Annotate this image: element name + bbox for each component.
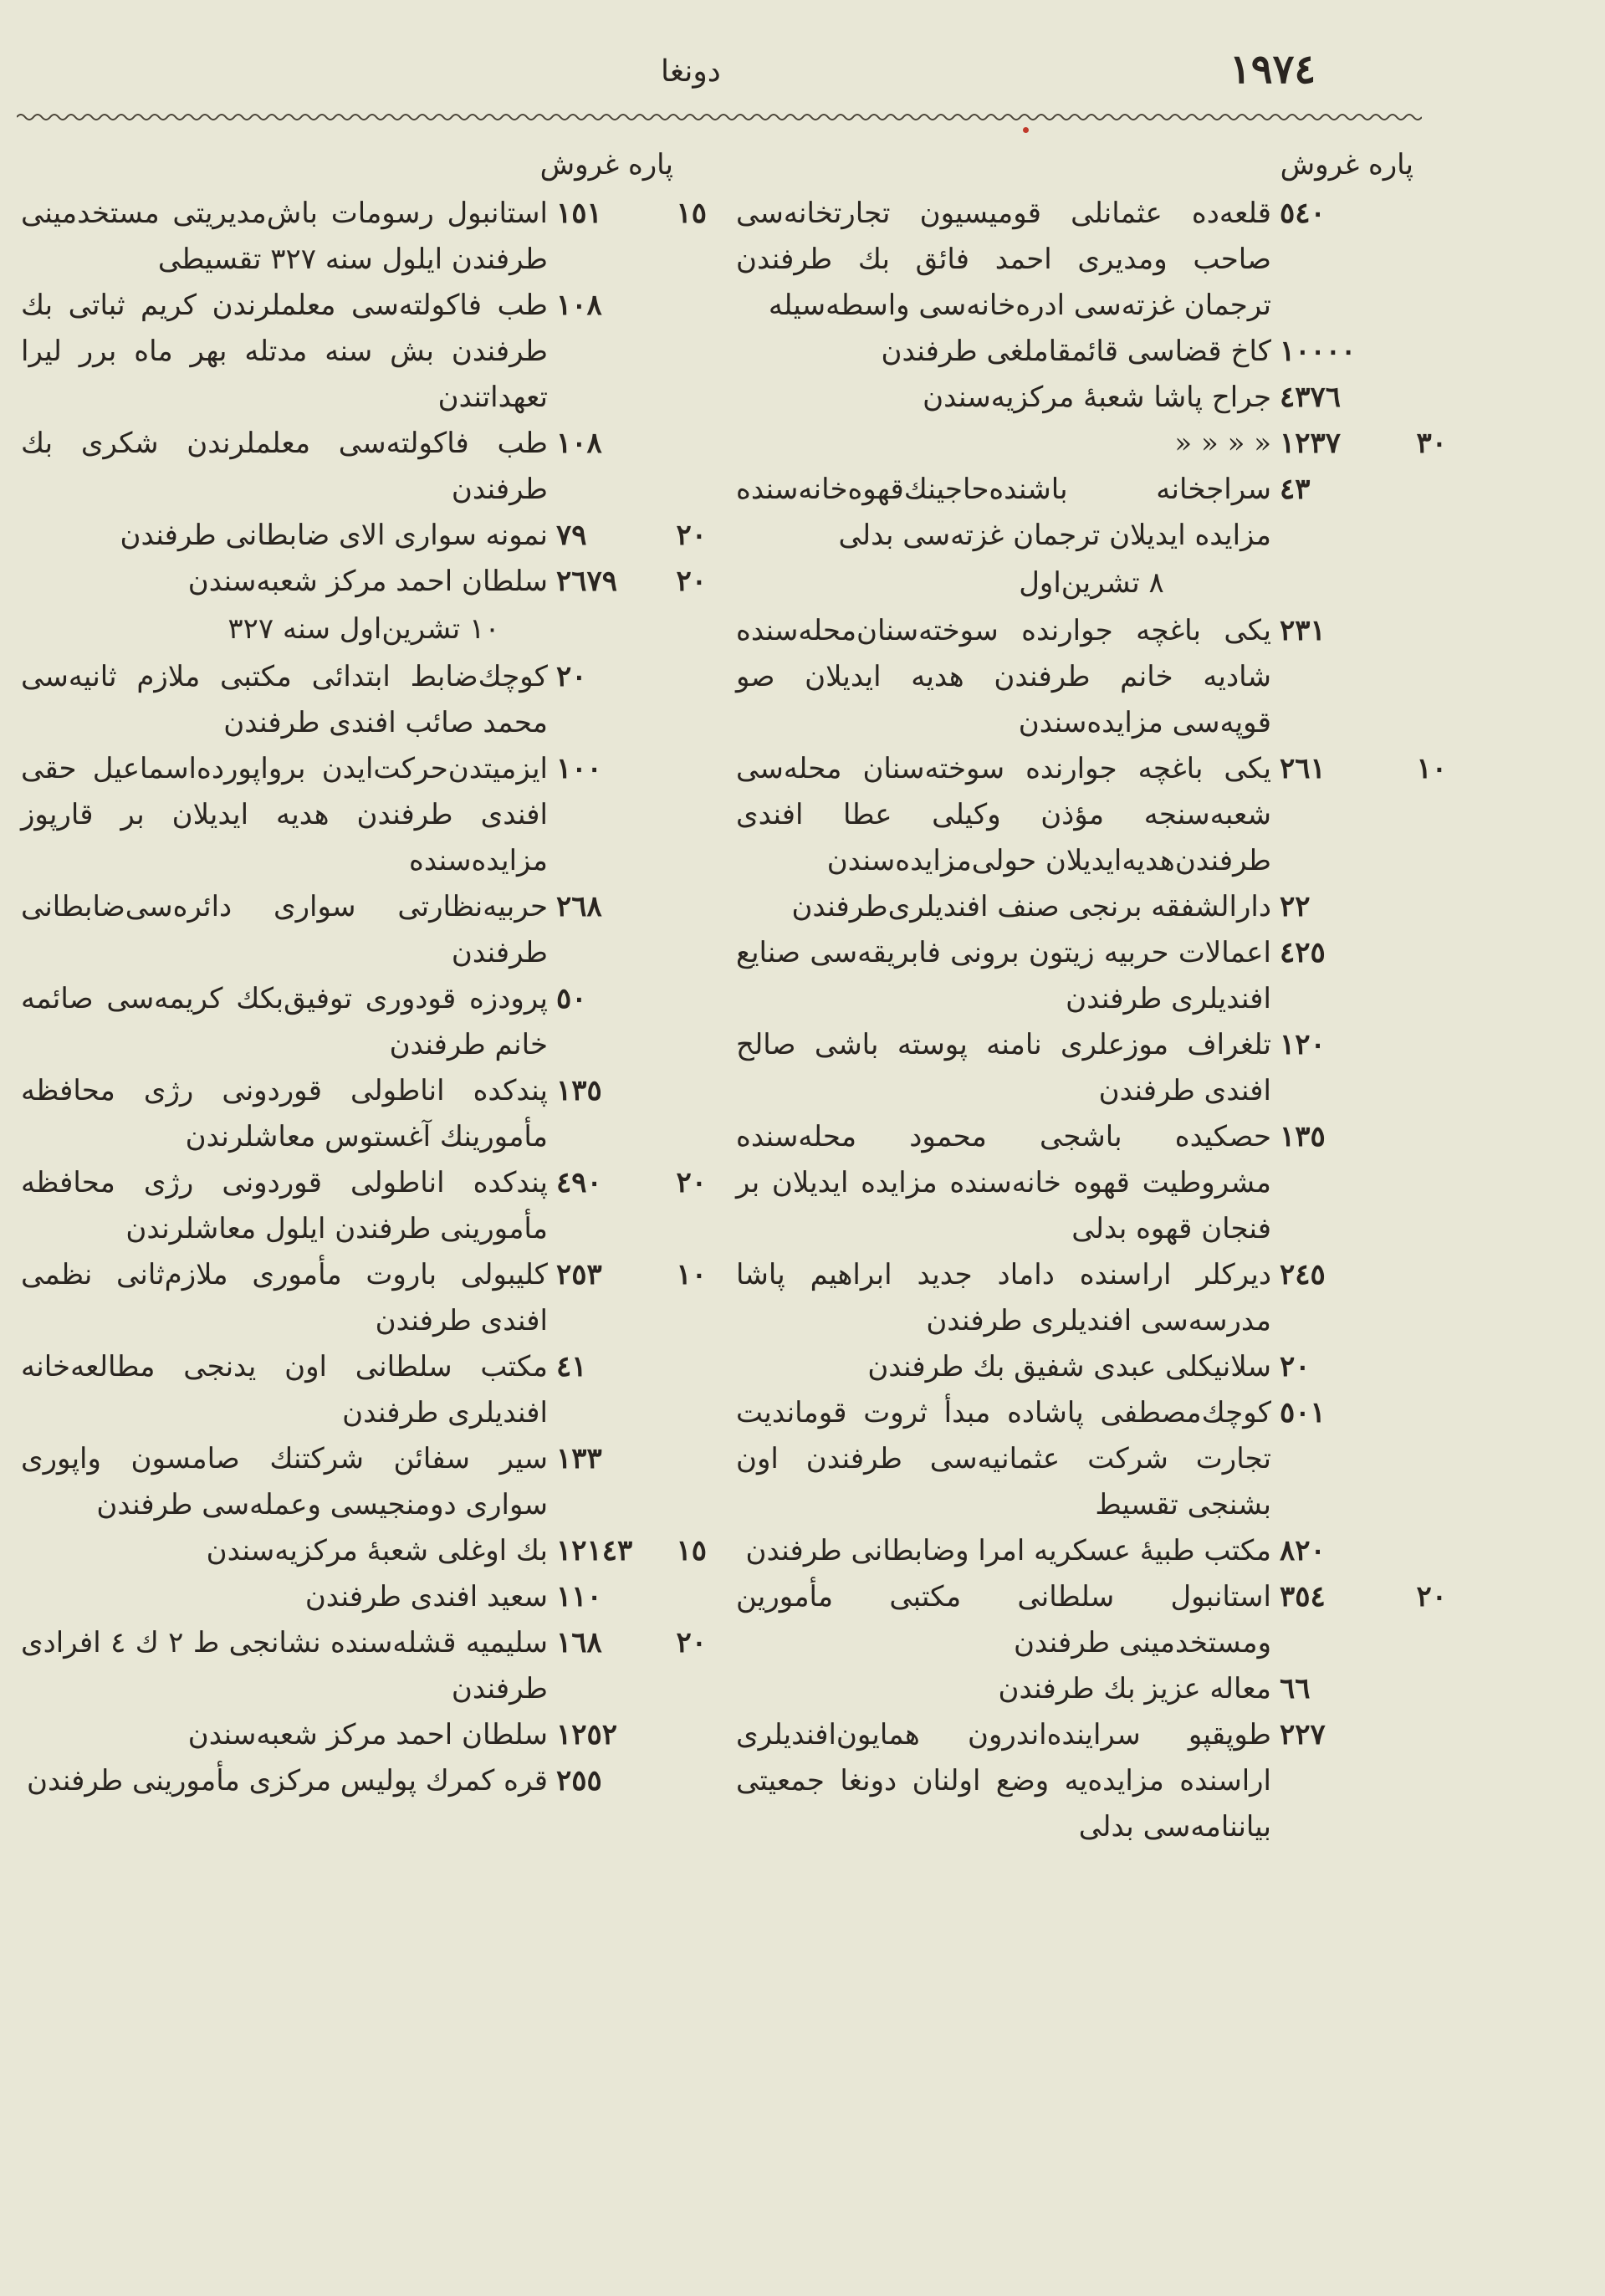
amount: [556, 1160, 707, 1206]
entry-description: ایزمیتدن‌حرکت‌ایدن برواپورده‌اسماعیل حقی افندی طرفندن هدیه ایدیلان بر قارپوز مزایده‌سنده: [21, 752, 548, 877]
amount-para: [678, 746, 707, 792]
amount-para: [678, 283, 707, 329]
amount-ghurush: ٥٠: [556, 982, 587, 1015]
donation-entry: [736, 608, 1447, 746]
donation-entry: [21, 1528, 707, 1574]
amount-para: [1418, 1390, 1447, 1436]
amount: [556, 746, 707, 792]
amount-para: ٢٠: [676, 519, 707, 552]
entry-description: دیرکلر اراسنده داماد جدید ابراهیم پاشا مدرسه‌سی افندیلری طرفندن: [736, 1258, 1271, 1337]
amount-para: ١٠: [676, 1258, 707, 1291]
amount: [556, 1758, 707, 1804]
amount-ghurush: ٤٣٧٦: [1280, 381, 1342, 414]
donation-entry: [21, 283, 707, 421]
amount: [556, 1252, 707, 1298]
amount-para: ٢٠: [676, 1166, 707, 1199]
amount: [1280, 930, 1447, 976]
amount-ghurush: ٢٥٥: [556, 1764, 602, 1797]
amount: [1280, 1344, 1447, 1390]
amount: [556, 421, 707, 467]
donation-entry: [736, 1712, 1447, 1850]
amount-ghurush: ٤١: [556, 1350, 587, 1383]
donation-entry: [21, 746, 707, 884]
amount-para: [1418, 1114, 1447, 1160]
amount-para: [678, 421, 707, 467]
amount: [1280, 467, 1447, 513]
amount-ghurush: ١١٠: [556, 1580, 602, 1613]
amount: [1280, 329, 1447, 375]
amount: [1280, 421, 1447, 467]
page-header: [0, 46, 1605, 105]
donation-entry: [21, 421, 707, 513]
left-column: [21, 142, 707, 1804]
entry-description: دارالشفقه برنجی صنف افندیلری‌طرفندن: [791, 890, 1271, 923]
entry-description: طب فاکولته‌سی معلملرندن کریم ثباتی بك طرفندن بش سنه مدتله بهر ماه برر لیرا تعهداتندن: [21, 289, 548, 414]
amount: [1280, 1712, 1447, 1758]
entry-description: استانبول سلطانی مکتبی مأمورین ومستخدمینی طرفندن: [736, 1580, 1271, 1659]
entry-description: سلطان احمد مرکز شعبه‌سندن: [187, 565, 548, 598]
amount: [1280, 1114, 1447, 1160]
donation-entry: [736, 421, 1447, 467]
donation-entry: [21, 1436, 707, 1528]
entry-description: سیر سفائن شرکتنك صامسون واپوری سواری دومنجیسی وعمله‌سی طرفندن: [21, 1442, 548, 1521]
amount-ghurush: ١٣٥: [556, 1074, 602, 1107]
amount: [1280, 1252, 1447, 1298]
amount: [556, 976, 707, 1022]
entry-description: پندکده اناطولی قوردونی رژی محافظه مأمورینك آغستوس معاشلرندن: [21, 1074, 548, 1153]
amount: [556, 884, 707, 930]
donation-entry: [21, 1252, 707, 1344]
donation-entry: [736, 930, 1447, 1022]
amount-ghurush: ٥٤٠: [1280, 197, 1326, 230]
donation-entry: [21, 559, 707, 605]
amount-ghurush: ١٢٠: [1280, 1028, 1326, 1061]
amount-para: [1418, 930, 1447, 976]
amount-para: [1418, 1344, 1447, 1390]
amount-ghurush: ٢٥٣: [556, 1258, 602, 1291]
entry-description: نمونه سواری الای ضابطانی طرفندن: [120, 519, 548, 552]
amount-ghurush: ١٠٠٠٠: [1280, 335, 1357, 368]
donation-entry: [736, 1574, 1447, 1666]
amount-ghurush: ٢٠: [556, 660, 587, 693]
amount-para: [1418, 1528, 1447, 1574]
amount-para: [1418, 1712, 1447, 1758]
amount-ghurush: ٢٦٧٩: [556, 565, 618, 598]
entry-description: کلیبولی باروت مأموری ملازم‌ثانی نظمی افندی طرفندن: [21, 1258, 548, 1337]
amount: [1280, 1574, 1447, 1620]
amount-ghurush: ١٠٠: [556, 752, 602, 785]
amount-para: ١٠: [1416, 752, 1447, 785]
amount-ghurush: ١٥١: [556, 197, 602, 230]
amount: [1280, 191, 1447, 237]
amount: [556, 654, 707, 700]
amount: [1280, 1666, 1447, 1712]
amount-ghurush: ٢٢٧: [1280, 1718, 1326, 1751]
amount: [1280, 608, 1447, 654]
entry-description: طوپقپو سراینده‌اندرون همایون‌افندیلری اراسنده مزایده‌یه وضع اولنان دونغا جمعیتی بیاننامه‌سی بدلی: [736, 1718, 1271, 1843]
amount: [556, 191, 707, 237]
amount-para: ٢٠: [1416, 1580, 1447, 1613]
donation-entry: [21, 1160, 707, 1252]
amount-ghurush: ١٢٣٧: [1280, 427, 1342, 460]
entry-description: اعمالات حربیه زیتون برونی فابریقه‌سی صنایع افندیلری طرفندن: [736, 936, 1271, 1015]
amount-ghurush: ٢٦٨: [556, 890, 602, 923]
amount-ghurush: ٨٢٠: [1280, 1534, 1326, 1567]
amount-para: [678, 1712, 707, 1758]
page-number: ١٩٧٤: [1229, 46, 1316, 93]
donation-entry: [21, 1758, 707, 1804]
entry-description: یکی باغچه جوارنده سوخته‌سنان محله‌سی شعبه‌سنجه مؤذن وکیلی عطا افندی طرفندن‌هدیه‌ایدیلان حولی‌مزایده‌سندن: [736, 752, 1271, 877]
entry-description: پندکده اناطولی قوردونی رژی محافظه مأمورینی طرفندن ایلول معاشلرندن: [21, 1166, 548, 1245]
entry-description: سلانیکلی عبدی شفیق بك طرفندن: [867, 1350, 1271, 1383]
entry-description: سعید افندی طرفندن: [304, 1580, 548, 1613]
entry-description: پرودزه قودوری توفیق‌بکك کریمه‌سی صائمه خانم طرفندن: [21, 982, 548, 1061]
entry-description: طب فاکولته‌سی معلملرندن شکری بك طرفندن: [21, 427, 548, 506]
amount-para: [1418, 467, 1447, 513]
amount-ghurush: ١٢٥٢: [556, 1718, 618, 1751]
donation-entry: [736, 1528, 1447, 1574]
donation-entry: [21, 976, 707, 1068]
amount-para: [1418, 329, 1447, 375]
amount-para: [1418, 191, 1447, 237]
amount-para: [678, 1574, 707, 1620]
entry-description: سراجخانه باشنده‌حاجینك‌قهوه‌خانه‌سنده مزایده ایدیلان ترجمان غزته‌سی بدلی: [736, 473, 1271, 552]
amount-para: [678, 654, 707, 700]
donation-entry: [736, 1390, 1447, 1528]
running-title: دونغا: [661, 54, 721, 89]
entry-description: قلعه‌ده عثمانلی قومیسیون تجارتخانه‌سی صاحب ومدیری احمد فائق بك طرفندن ترجمان غزته‌سی ادره‌خانه‌سی واسطه‌سیله: [736, 197, 1271, 322]
amount-para: [1418, 1022, 1447, 1068]
donation-entry: [736, 191, 1447, 329]
amount-ghurush: ٤٢٥: [1280, 936, 1326, 969]
amount-para: [678, 1436, 707, 1482]
entry-description: استانبول رسومات باش‌مدیریتی مستخدمینی طرفندن ایلول سنه ٣٢٧ تقسیطی: [21, 197, 548, 276]
entry-description: کوچك‌مصطفی پاشاده مبدأ ثروت قوما‌ندیت تجارت شرکت عثمانیه‌سی طرفندن اون بشنجی تقسیط: [736, 1396, 1271, 1521]
donation-entry: [21, 191, 707, 283]
amount-ghurush: ١٠٨: [556, 427, 602, 460]
column-heading: پاره غروش: [539, 148, 673, 182]
donation-entry: [21, 513, 707, 559]
amount: [556, 559, 707, 605]
donation-entry: [736, 467, 1447, 559]
amount-ghurush: ٢٢: [1280, 890, 1311, 923]
donation-entry: [21, 1344, 707, 1436]
right-column: [736, 142, 1447, 1850]
amount-para: [1418, 1252, 1447, 1298]
donation-entry: [21, 1712, 707, 1758]
donation-entry: [736, 746, 1447, 884]
amount-para: ٢٠: [676, 1626, 707, 1659]
amount-ghurush: ١٣٣: [556, 1442, 602, 1475]
entry-description: کاخ قضاسی قائمقاملغی طرفندن: [881, 335, 1271, 368]
amount-para: [678, 1758, 707, 1804]
entry-description: بك اوغلی شعبهٔ مرکزیه‌سندن: [206, 1534, 548, 1567]
amount: [1280, 375, 1447, 421]
donation-entry: [21, 1574, 707, 1620]
entry-description: حربیه‌نظارتی سواری دائره‌سی‌ضابطانی طرفندن: [21, 890, 548, 969]
amount: [1280, 746, 1447, 792]
entry-description: یکی باغچه جوارنده سوخته‌سنان‌محله‌سنده شادیه خانم طرفندن هدیه ایدیلان صو قوپه‌سی مزایده‌سندن: [736, 614, 1271, 739]
amount: [1280, 1022, 1447, 1068]
amount-ghurush: ١٣٥: [1280, 1120, 1326, 1153]
amount-ghurush: ٤٣: [1280, 473, 1311, 506]
amount: [556, 1620, 707, 1666]
amount-ghurush: ٦٦: [1280, 1672, 1311, 1705]
amount-ghurush: ٤٩٠: [556, 1166, 602, 1199]
amount-ghurush: ٥٠١: [1280, 1396, 1326, 1429]
donation-entry: [736, 1252, 1447, 1344]
amount: [556, 1068, 707, 1114]
amount: [1280, 1528, 1447, 1574]
amount-ghurush: ٢٣١: [1280, 614, 1326, 647]
amount-ghurush: ٢٠: [1280, 1350, 1311, 1383]
donation-entry: [21, 654, 707, 746]
amount: [556, 1436, 707, 1482]
amount: [556, 1344, 707, 1390]
donation-entry: [21, 1068, 707, 1160]
entry-description: سلیمیه قشله‌سنده نشانجی ط ٢ ك ٤ افرادی طرفندن: [21, 1626, 548, 1705]
donation-entry: [736, 1022, 1447, 1114]
donation-entry: [736, 375, 1447, 421]
entry-description: معاله عزیز بك طرفندن: [998, 1672, 1271, 1705]
amount-para: [1418, 375, 1447, 421]
amount-para: [678, 884, 707, 930]
amount-ghurush: ١٢١٤٣: [556, 1534, 633, 1567]
amount-para: [678, 1068, 707, 1114]
entry-description: جراح پاشا شعبهٔ مرکزیه‌سندن: [923, 381, 1271, 414]
donation-entry: [736, 1666, 1447, 1712]
entry-description: مکتب سلطانی اون یدنجی مطالعه‌خانه افندیلری طرفندن: [21, 1350, 548, 1429]
amount-para: ١٥: [676, 1534, 707, 1567]
donation-entry: [21, 884, 707, 976]
amount-para: [1418, 1666, 1447, 1712]
amount: [556, 1528, 707, 1574]
amount-para: ١٥: [676, 197, 707, 230]
entry-description: قره کمرك پولیس مرکزی مأمورینی طرفندن: [27, 1764, 548, 1797]
amount-ghurush: ٣٥٤: [1280, 1580, 1326, 1613]
amount-para: [1418, 608, 1447, 654]
amount-para: [1418, 884, 1447, 930]
header-rule: [17, 109, 1422, 125]
amount: [1280, 1390, 1447, 1436]
amount: [556, 513, 707, 559]
column-heading: پاره غروش: [1280, 148, 1413, 182]
date-note: ٨ تشرین‌اول: [1019, 566, 1164, 600]
amount: [1280, 884, 1447, 930]
entry-description: مکتب طبیهٔ عسکریه امرا وضابطانی طرفندن: [745, 1534, 1271, 1567]
amount-ghurush: ٢٦١: [1280, 752, 1326, 785]
amount-para: [678, 1344, 707, 1390]
amount: [556, 1712, 707, 1758]
amount-para: ٢٠: [676, 565, 707, 598]
donation-entry: [736, 1344, 1447, 1390]
donation-entry: [736, 1114, 1447, 1252]
amount-ghurush: ٧٩: [556, 519, 587, 552]
amount-ghurush: ١٦٨: [556, 1626, 602, 1659]
donation-entry: [736, 884, 1447, 930]
amount-ghurush: ٢٤٥: [1280, 1258, 1326, 1291]
date-note: ١٠ تشرین‌اول سنه ٣٢٧: [227, 612, 500, 646]
amount-para: [678, 976, 707, 1022]
donation-entry: [736, 329, 1447, 375]
entry-description: کوچك‌ضابط ابتدائی مکتبی ملازم ثانیه‌سی محمد صائب افندی طرفندن: [21, 660, 548, 739]
entry-description: تلغراف موزعلری نامنه پوسته باشی صالح افندی طرفندن: [736, 1028, 1271, 1107]
ink-dot: [1023, 127, 1029, 133]
entry-description: سلطان احمد مرکز شعبه‌سندن: [187, 1718, 548, 1751]
amount: [556, 1574, 707, 1620]
amount-ghurush: ١٠٨: [556, 289, 602, 322]
amount-para: ٣٠: [1416, 427, 1447, 460]
entry-description: حصکیده باشجی محمود محله‌سنده مشروطیت قهوه خانه‌سنده مزایده ایدیلان بر فنجان قهوه بدلی: [736, 1120, 1271, 1245]
donation-entry: [21, 1620, 707, 1712]
entry-description: « « « «: [1174, 427, 1271, 460]
amount: [556, 283, 707, 329]
